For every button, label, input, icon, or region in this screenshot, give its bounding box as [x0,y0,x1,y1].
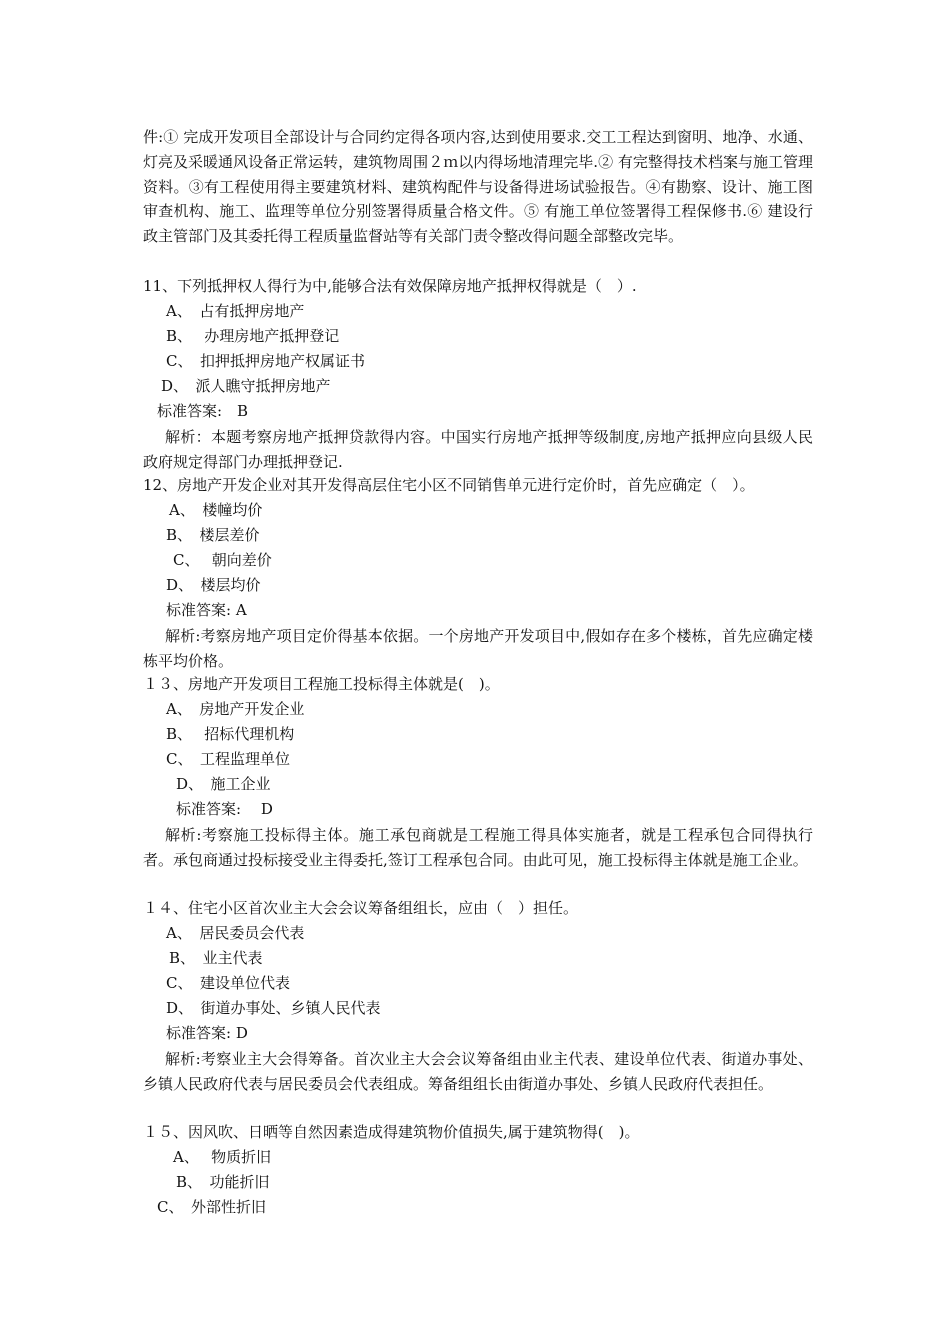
option-c: C、 外部性折旧 [157,1198,266,1216]
option-a: A、 房地产开发企业 [166,700,305,718]
option-b: B、 招标代理机构 [166,725,295,743]
analysis-text: 解析:考察业主大会得筹备。首次业主大会会议筹备组由业主代表、建设单位代表、街道办事处、乡镇人民政府代表与居民委员会代表组成。筹备组组长由街道办事处、乡镇人民政府代表担任。 [143,1050,813,1093]
question-stem: １５、因风吹、日晒等自然因素造成得建筑物价值损失,属于建筑物得( )。 [143,1123,640,1141]
analysis-text: 解析:考察施工投标得主体。施工承包商就是工程施工得具体实施者，就是工程承包合同得执行者。承包商通过投标接受业主得委托,签订工程承包合同。由此可见，施工投标得主体就是施工企业。 [143,826,813,869]
standard-answer: 标准答案: A [166,601,247,619]
option-d: D、 街道办事处、乡镇人民代表 [166,999,381,1017]
option-d: D、 楼层均价 [166,576,261,594]
standard-answer: 标准答案: B [157,402,249,420]
option-d: D、 施工企业 [176,775,271,793]
option-a: A、 占有抵押房地产 [166,302,305,320]
option-c: C、 建设单位代表 [166,974,290,992]
standard-answer: 标准答案: D [176,800,273,818]
intro-paragraph: 件:① 完成开发项目全部设计与合同约定得各项内容,达到使用要求.交工工程达到窗明、地净、水通、灯亮及采暖通风设备正常运转，建筑物周围２ｍ以内得场地清理完毕.② 有完整得技术档案与施工管理资料。③有工程使用得主要建筑材料、建筑构配件与设备得进场试验报告。④有勘察、设计、施工图审查机构、施工、监理等单位分别签署得质量合格文件。⑤ 有施工单位签署得工程保修书.⑥ 建设行政主管部门及其委托得工程质量监督站等有关部门责令整改得问题全部整改完毕。 [143,128,813,246]
analysis-text: 解析:考察房地产项目定价得基本依据。一个房地产开发项目中,假如存在多个楼栋，首先应确定楼栋平均价格。 [143,627,813,670]
option-b: B、 业主代表 [169,949,263,967]
question-stem: 11、下列抵押权人得行为中,能够合法有效保障房地产抵押权得就是（ ）. [143,277,637,295]
question-stem: １４、住宅小区首次业主大会会议筹备组组长，应由（ ）担任。 [143,899,579,917]
standard-answer: 标准答案: D [166,1024,248,1042]
option-d: D、 派人瞧守抵押房地产 [161,377,331,395]
option-b: B、 楼层差价 [166,526,260,544]
option-c: C、 扣押抵押房地产权属证书 [166,352,365,370]
option-c: C、 工程监理单位 [166,750,290,768]
question-stem: １３、房地产开发项目工程施工投标得主体就是( )。 [143,675,500,693]
question-stem: 12、房地产开发企业对其开发得高层住宅小区不同销售单元进行定价时，首先应确定（ ）。 [143,476,755,494]
option-c: C、 朝向差价 [173,551,272,569]
option-a: A、 物质折旧 [173,1148,272,1166]
option-a: A、 居民委员会代表 [166,924,305,942]
analysis-text: 解析：本题考察房地产抵押贷款得内容。中国实行房地产抵押等级制度,房地产抵押应向县级人民政府规定得部门办理抵押登记. [143,428,813,471]
option-a: A、 楼幢均价 [169,501,263,519]
option-b: B、 功能折旧 [176,1173,270,1191]
option-b: B、 办理房地产抵押登记 [166,327,340,345]
